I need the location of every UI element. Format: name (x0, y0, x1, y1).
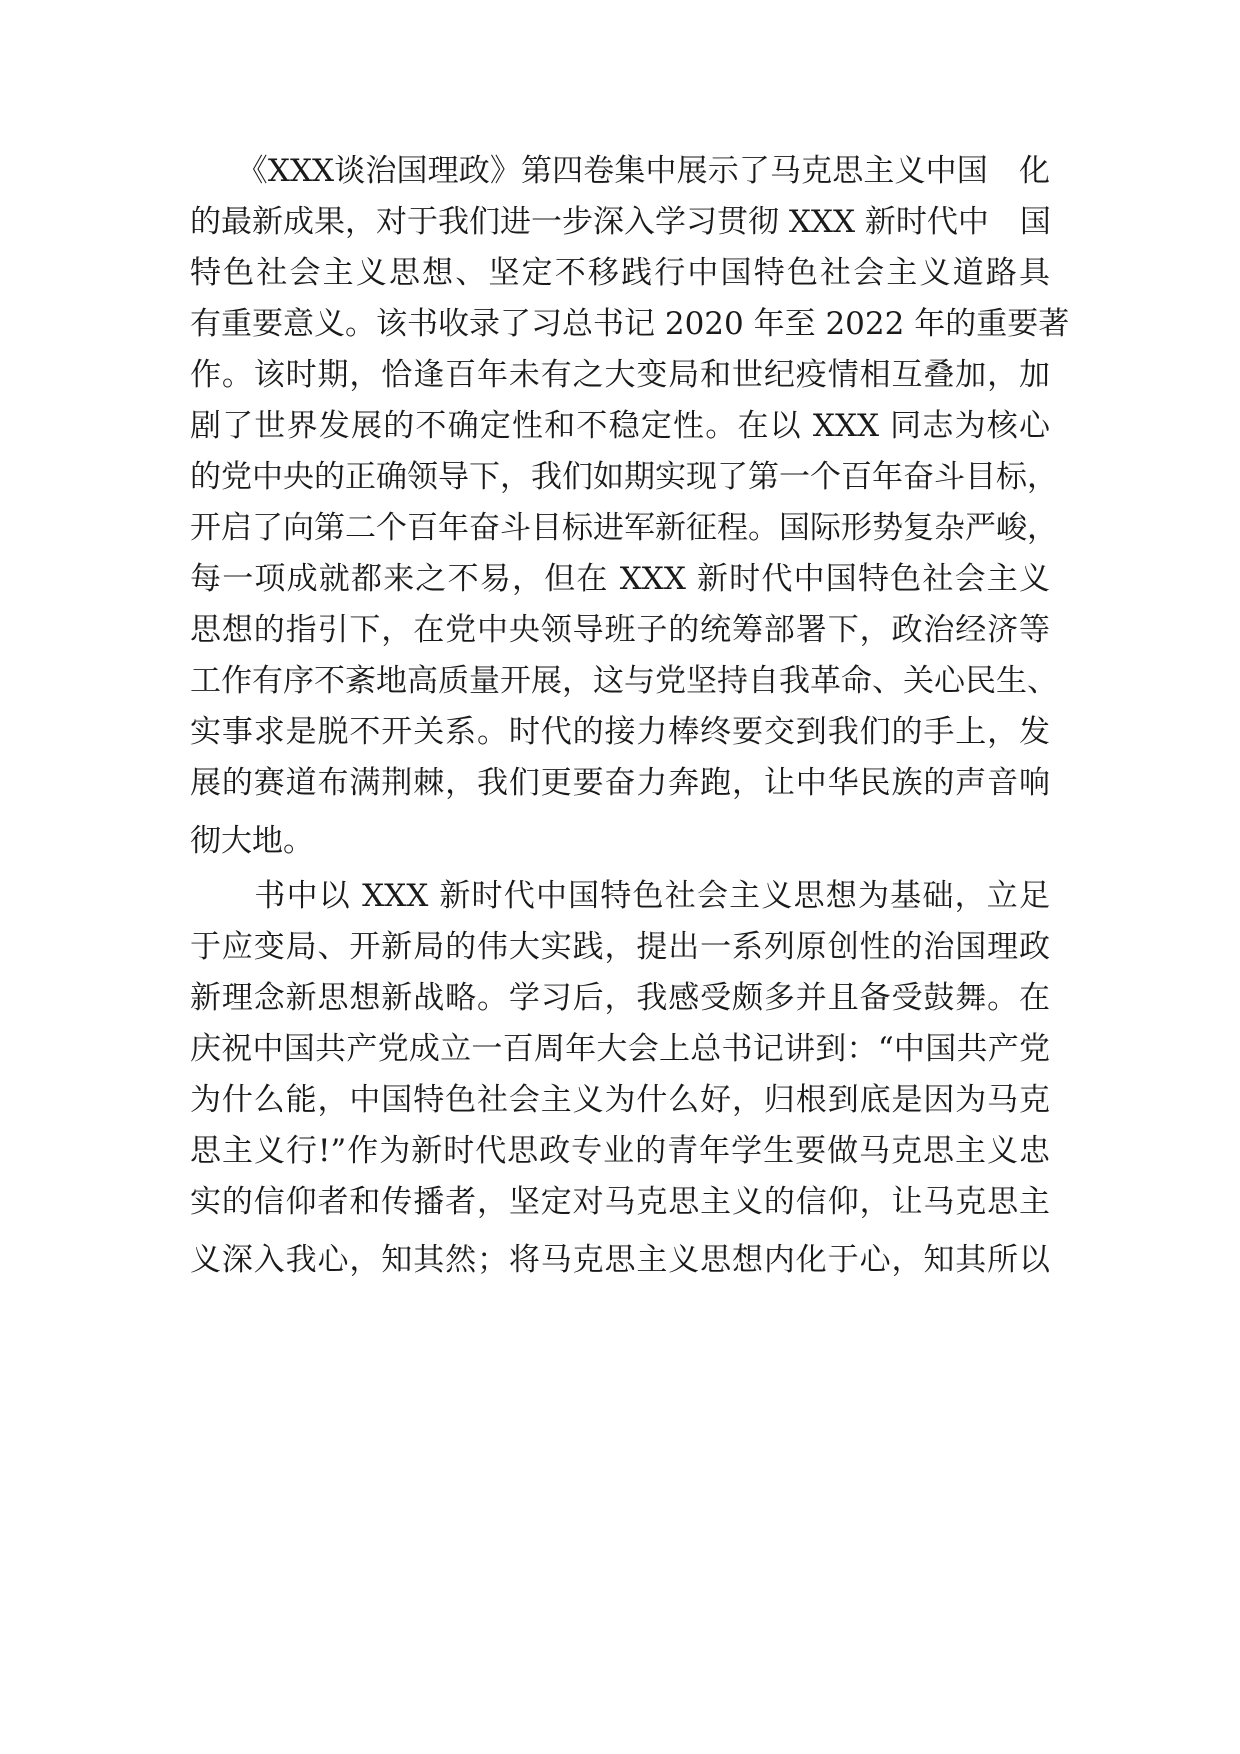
paragraph-line: 为什么能，中国特色社会主义为什么好，归根到底是因为马克 (190, 1082, 1050, 1118)
paragraph-line: 展的赛道布满荆棘，我们更要奋力奔跑，让中华民族的声音响 (190, 765, 1050, 801)
paragraph-line: 的党中央的正确领导下，我们如期实现了第一个百年奋斗目标， (190, 459, 1058, 495)
paragraph-line: 《XXX谈治国理政》第四卷集中展示了马克思主义中国 化 (190, 153, 1050, 189)
paragraph-line: 义深入我心，知其然；将马克思主义思想内化于心，知其所以 (190, 1242, 1050, 1278)
paragraph-line: 思主义行!”作为新时代思政专业的青年学生要做马克思主义忠 (190, 1133, 1050, 1169)
paragraph-line: 庆祝中国共产党成立一百周年大会上总书记讲到：“中国共产党 (190, 1031, 1050, 1067)
paragraph-line: 新理念新思想新战略。学习后，我感受颇多并且备受鼓舞。在 (190, 980, 1050, 1016)
paragraph-line: 书中以 XXX 新时代中国特色社会主义思想为基础，立足 (190, 878, 1050, 914)
paragraph-line: 每一项成就都来之不易，但在 XXX 新时代中国特色社会主义 (190, 561, 1050, 597)
paragraph-line: 实事求是脱不开关系。时代的接力棒终要交到我们的手上，发 (190, 714, 1050, 750)
paragraph-line: 特色社会主义思想、坚定不移践行中国特色社会主义道路具 (190, 255, 1050, 291)
paragraph-line: 开启了向第二个百年奋斗目标进军新征程。国际形势复杂严峻， (190, 510, 1058, 546)
paragraph-line: 的最新成果，对于我们进一步深入学习贯彻 XXX 新时代中 国 (190, 204, 1051, 240)
paragraph-line: 于应变局、开新局的伟大实践，提出一系列原创性的治国理政 (190, 929, 1050, 965)
paragraph-line-last: 彻大地。 (190, 823, 314, 859)
paragraph-line: 实的信仰者和传播者，坚定对马克思主义的信仰，让马克思主 (190, 1184, 1050, 1220)
paragraph-line: 工作有序不紊地高质量开展，这与党坚持自我革命、关心民生、 (190, 663, 1058, 699)
paragraph-line: 有重要意义。该书收录了习总书记 2020 年至 2022 年的重要著 (190, 306, 1070, 342)
paragraph-line: 作。该时期，恰逢百年未有之大变局和世纪疫情相互叠加，加 (190, 357, 1050, 393)
paragraph-line: 思想的指引下，在党中央领导班子的统筹部署下，政治经济等 (190, 612, 1050, 648)
paragraph-line: 剧了世界发展的不确定性和不稳定性。在以 XXX 同志为核心 (190, 408, 1050, 444)
